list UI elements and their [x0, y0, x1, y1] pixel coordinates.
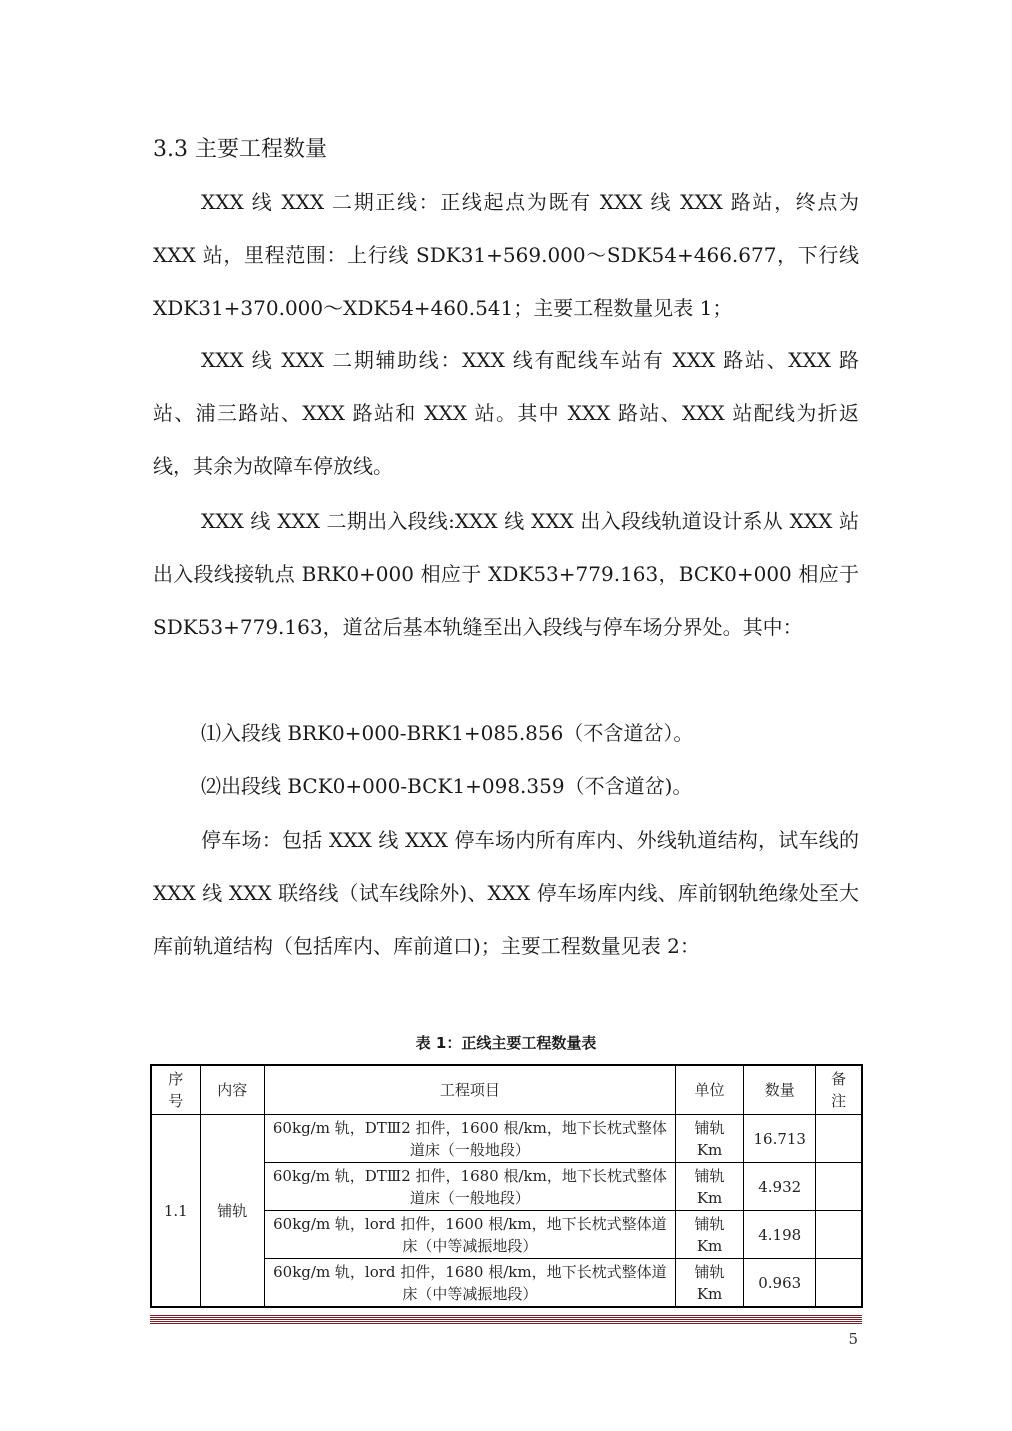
table-row	[151, 1115, 862, 1163]
cell-quantity: 0.963	[744, 1259, 816, 1308]
header-unit: 单位	[675, 1065, 743, 1115]
cell-group-index: 1.1	[151, 1115, 200, 1308]
header-remark: 备注	[816, 1065, 862, 1115]
header-item: 工程项目	[264, 1065, 675, 1115]
page-number: 5	[848, 1330, 858, 1348]
cell-item: 60kg/m 轨，lord 扣件，1680 根/km，地下长枕式整体道床（中等减振地段）	[264, 1259, 675, 1308]
cell-remark	[816, 1115, 862, 1163]
list-item-outbound-line: ⑵出段线 BCK0+000-BCK1+098.359（不含道岔)。	[201, 774, 693, 798]
cell-item: 60kg/m 轨，lord 扣件，1600 根/km，地下长枕式整体道床（中等减振地段）	[264, 1211, 675, 1259]
cell-quantity: 16.713	[744, 1115, 816, 1163]
header-quantity: 数量	[744, 1065, 816, 1115]
paragraph-mainline: XXX 线 XXX 二期正线：正线起点为既有 XXX 线 XXX 路站，终点为 XXX 站，里程范围：上行线 SDK31+569.000～SDK54+466.677，下行线 XDK31+370.000～XDK54+460.541；主要工程数量见表 1；	[153, 190, 859, 320]
table-header-row	[151, 1065, 862, 1115]
quantity-table	[150, 1064, 863, 1308]
cell-remark	[816, 1259, 862, 1308]
table-caption: 表 1：正线主要工程数量表	[415, 1034, 597, 1052]
paragraph-depot-access-line: XXX 线 XXX 二期出入段线:XXX 线 XXX 出入段线轨道设计系从 XXX 站出入段线接轨点 BRK0+000 相应于 XDK53+779.163，BCK0+000 相应于 SDK53+779.163，道岔后基本轨缝至出入段线与停车场分界处。其中：	[153, 509, 859, 639]
cell-unit: 铺轨 Km	[675, 1211, 743, 1259]
paragraph-parking-yard: 停车场：包括 XXX 线 XXX 停车场内所有库内、外线轨道结构，试车线的 XXX 线 XXX 联络线（试车线除外)、XXX 停车场库内线、库前钢轨绝缘处至大库前轨道结构（包括库内、库前道口)；主要工程数量见表 2：	[153, 828, 859, 958]
cell-quantity: 4.198	[744, 1211, 816, 1259]
section-heading: 3.3 主要工程数量	[153, 137, 327, 162]
cell-item: 60kg/m 轨，DTⅢ2 扣件，1600 根/km，地下长枕式整体道床（一般地段）	[264, 1115, 675, 1163]
cell-unit: 铺轨 Km	[675, 1115, 743, 1163]
header-index: 序号	[151, 1065, 200, 1115]
cell-unit: 铺轨 Km	[675, 1163, 743, 1211]
header-content: 内容	[200, 1065, 264, 1115]
footer-rule	[150, 1315, 862, 1324]
cell-unit: 铺轨 Km	[675, 1259, 743, 1308]
cell-group-content: 铺轨	[200, 1115, 264, 1308]
list-item-inbound-line: ⑴入段线 BRK0+000-BRK1+085.856（不含道岔）。	[201, 721, 694, 745]
cell-item: 60kg/m 轨，DTⅢ2 扣件，1680 根/km，地下长枕式整体道床（一般地段）	[264, 1163, 675, 1211]
cell-quantity: 4.932	[744, 1163, 816, 1211]
paragraph-auxiliary-line: XXX 线 XXX 二期辅助线：XXX 线有配线车站有 XXX 路站、XXX 路站、浦三路站、XXX 路站和 XXX 站。其中 XXX 路站、XXX 站配线为折返线，其余为故障车停放线。	[153, 348, 859, 478]
cell-remark	[816, 1163, 862, 1211]
cell-remark	[816, 1211, 862, 1259]
